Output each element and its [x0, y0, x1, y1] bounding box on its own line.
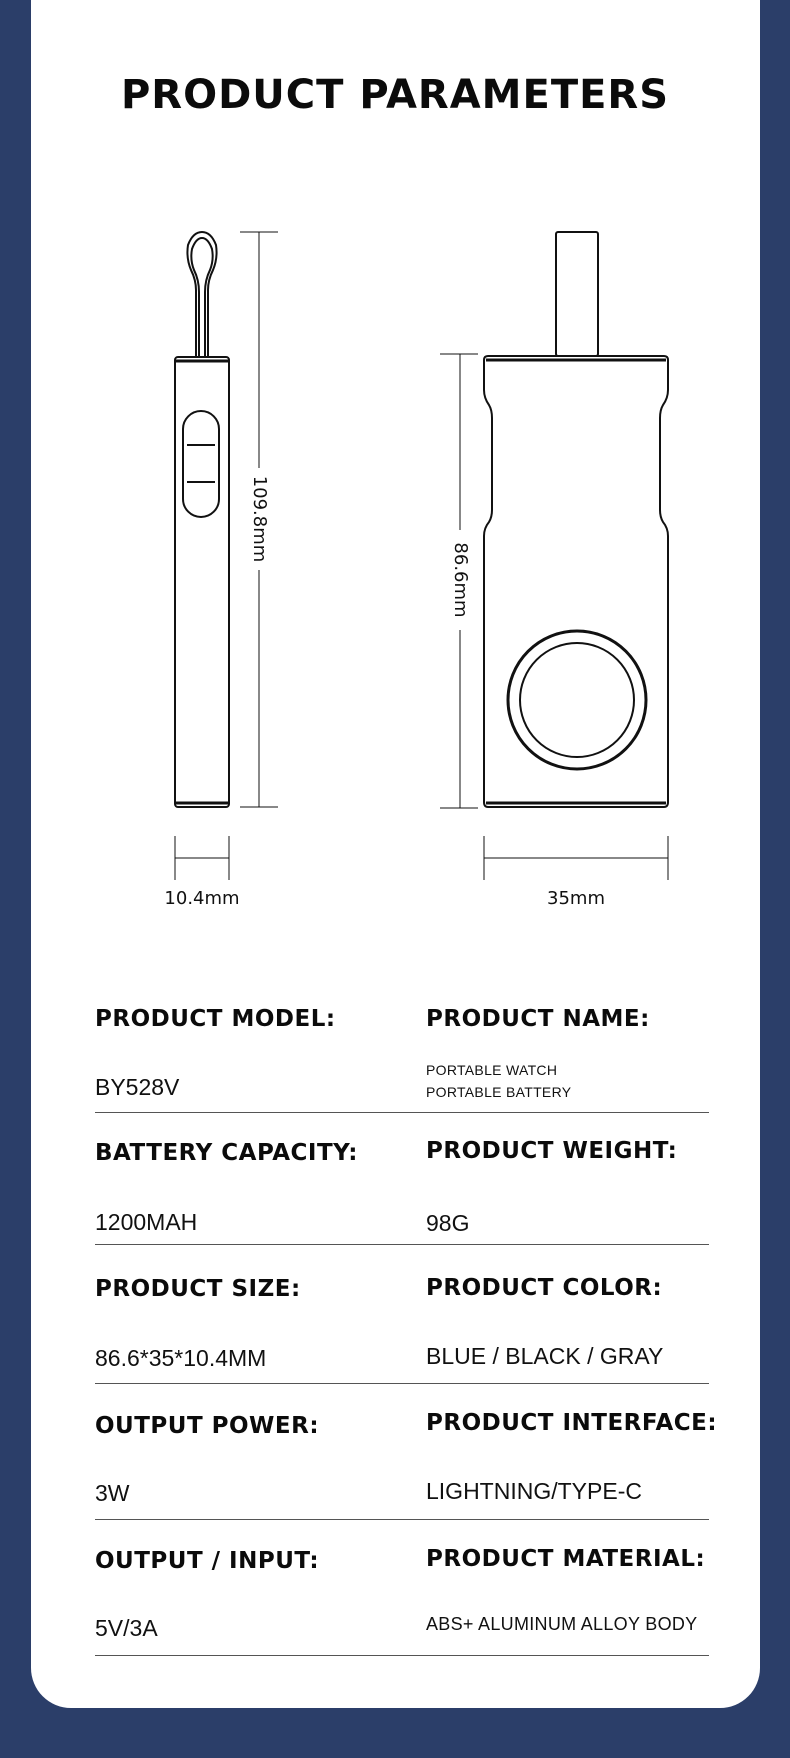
row-divider: [95, 1112, 709, 1113]
model-label: PRODUCT MODEL:: [95, 1006, 336, 1032]
side-height-label: 109.8mm: [249, 475, 270, 563]
io-value: 5V/3A: [95, 1615, 158, 1641]
side-button: [183, 411, 219, 517]
charging-puck-outer: [508, 631, 646, 769]
name-label: PRODUCT NAME:: [426, 1006, 650, 1032]
name-value-line1: PORTABLE WATCH: [426, 1062, 558, 1078]
lanyard-inner: [191, 238, 212, 357]
front-height-label: 86.6mm: [450, 542, 471, 618]
page-title: PRODUCT PARAMETERS: [120, 72, 670, 118]
name-value-line2: PORTABLE BATTERY: [426, 1084, 572, 1100]
capacity-value: 1200MAH: [95, 1209, 198, 1235]
color-label: PRODUCT COLOR:: [426, 1275, 663, 1301]
weight-value: 98G: [426, 1210, 470, 1236]
row-divider: [95, 1655, 709, 1656]
capacity-label: BATTERY CAPACITY:: [95, 1140, 358, 1166]
io-label: OUTPUT / INPUT:: [95, 1548, 320, 1574]
row-divider: [95, 1519, 709, 1520]
front-view-body: [484, 356, 668, 807]
size-label: PRODUCT SIZE:: [95, 1276, 301, 1302]
interface-label: PRODUCT INTERFACE:: [426, 1410, 718, 1436]
front-connector: [556, 232, 598, 356]
color-value: BLUE / BLACK / GRAY: [426, 1343, 664, 1369]
weight-label: PRODUCT WEIGHT:: [426, 1138, 678, 1164]
power-label: OUTPUT POWER:: [95, 1413, 320, 1439]
power-value: 3W: [95, 1480, 130, 1506]
material-label: PRODUCT MATERIAL:: [426, 1546, 706, 1572]
front-width-label: 35mm: [547, 888, 605, 909]
interface-value: LIGHTNING/TYPE-C: [426, 1478, 642, 1504]
model-value: BY528V: [95, 1074, 180, 1100]
row-divider: [95, 1383, 709, 1384]
charging-puck-inner: [520, 643, 634, 757]
row-divider: [95, 1244, 709, 1245]
side-width-label: 10.4mm: [164, 888, 240, 909]
size-value: 86.6*35*10.4MM: [95, 1345, 267, 1371]
material-value: ABS+ ALUMINUM ALLOY BODY: [426, 1614, 698, 1634]
